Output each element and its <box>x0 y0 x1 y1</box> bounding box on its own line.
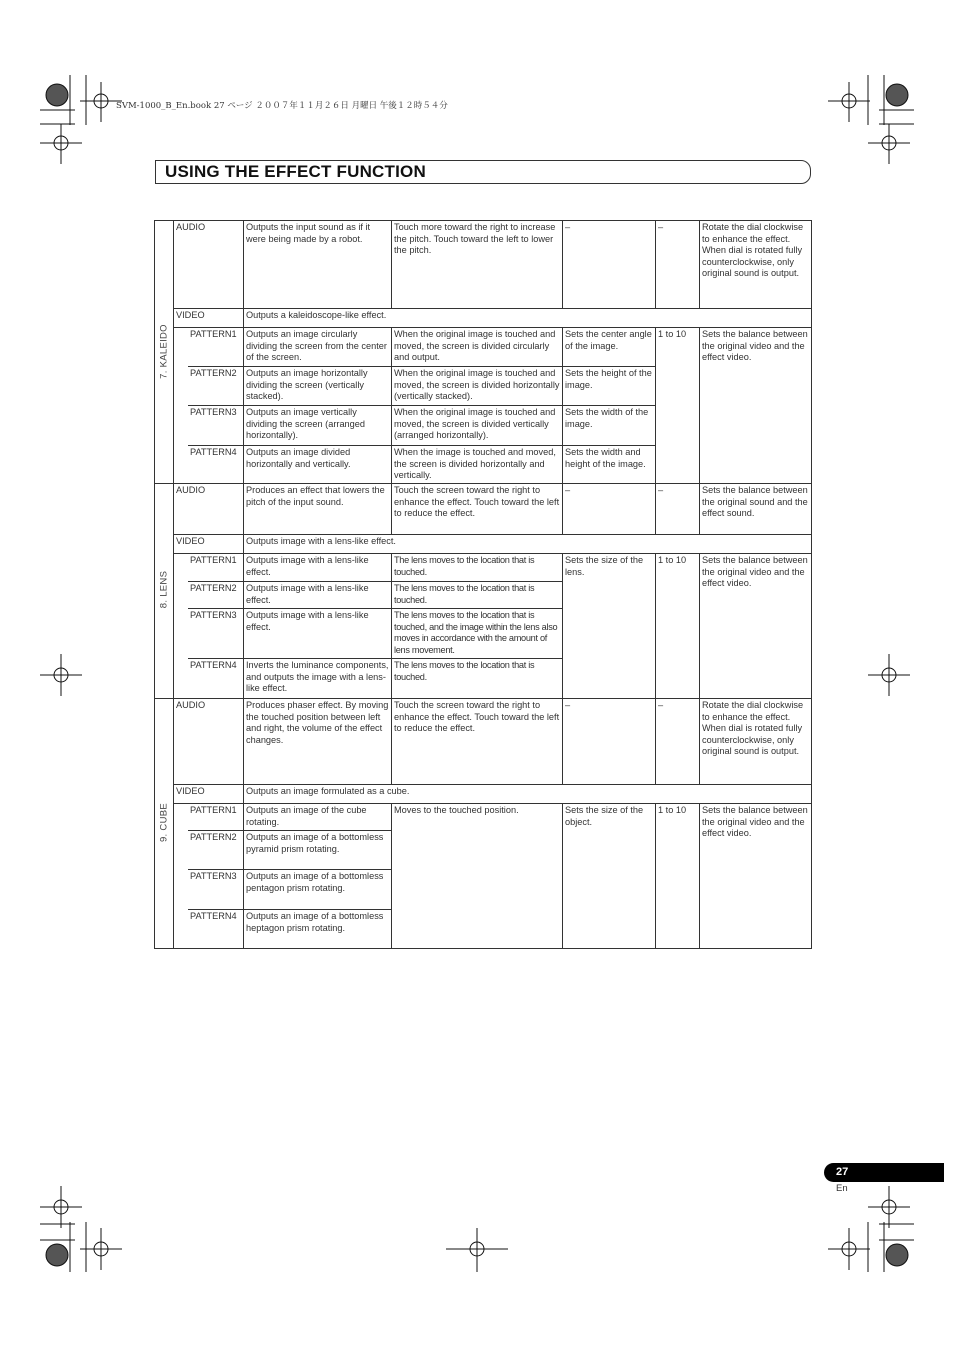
video-range: 1 to 10 <box>655 554 699 699</box>
pattern-operation: When the original image is touched and moved, the screen is divided vertically (arranged horizontally). <box>391 406 562 446</box>
pattern-name: PATTERN4 <box>188 446 243 484</box>
pattern-description: Outputs an image of a bottomless pyramid prism rotating. <box>243 831 391 870</box>
pattern-name: PATTERN2 <box>188 582 243 609</box>
video-operation: Moves to the touched position. <box>391 804 562 949</box>
pattern-name: PATTERN3 <box>188 406 243 446</box>
pattern-name: PATTERN4 <box>188 910 243 949</box>
audio-description: Outputs the input sound as if it were being made by a robot. <box>243 221 391 309</box>
pattern-name: PATTERN4 <box>188 659 243 699</box>
page-title: USING THE EFFECT FUNCTION <box>165 162 426 181</box>
section-label: 8. LENS <box>158 570 170 609</box>
video-name: VIDEO <box>173 309 243 328</box>
pattern-spacer <box>173 554 188 699</box>
video-description: Outputs image with a lens-like effect. <box>243 535 811 554</box>
video-name: VIDEO <box>173 785 243 804</box>
video-dial: Sets the size of the object. <box>562 804 655 949</box>
audio-dial: – <box>562 699 655 785</box>
video-control: Sets the balance between the original video and the effect video. <box>699 328 811 484</box>
audio-range: – <box>655 484 699 535</box>
audio-control: Rotate the dial clockwise to enhance the effect. When dial is rotated fully counterclockwise, only original sound is output. <box>699 699 811 785</box>
pattern-description: Outputs an image horizontally dividing the screen (vertically stacked). <box>243 367 391 406</box>
print-header: SVM-1000_B_En.book 27 ページ ２００７年１１月２６日 月曜日 午後１２時５４分 <box>116 101 448 111</box>
pattern-description: Outputs image with a lens-like effect. <box>243 609 391 659</box>
video-range: 1 to 10 <box>655 328 699 484</box>
pattern-description: Outputs image with a lens-like effect. <box>243 582 391 609</box>
pattern-description: Outputs an image of a bottomless pentagon prism rotating. <box>243 870 391 910</box>
pattern-description: Outputs an image divided horizontally and vertically. <box>243 446 391 484</box>
audio-description: Produces an effect that lowers the pitch of the input sound. <box>243 484 391 535</box>
audio-operation: Touch the screen toward the right to enhance the effect. Touch toward the left to reduce the effect. <box>391 699 562 785</box>
page-language: En <box>836 1183 848 1194</box>
pattern-spacer <box>173 804 188 949</box>
page-number: 27 <box>836 1166 849 1178</box>
audio-dial: – <box>562 221 655 309</box>
section-label: 7. KALEIDO <box>158 324 170 379</box>
pattern-operation: When the original image is touched and moved, the screen is divided horizontally (vertically stacked). <box>391 367 562 406</box>
audio-control: Sets the balance between the original sound and the effect sound. <box>699 484 811 535</box>
video-range: 1 to 10 <box>655 804 699 949</box>
video-control: Sets the balance between the original video and the effect video. <box>699 804 811 949</box>
video-description: Outputs an image formulated as a cube. <box>243 785 811 804</box>
pattern-operation: The lens moves to the location that is touched, and the image within the lens also moves in accordance with the amount of lens movement. <box>391 609 562 659</box>
pattern-dial: Sets the width of the image. <box>562 406 655 446</box>
audio-operation: Touch more toward the right to increase the pitch. Touch toward the left to lower the pitch. <box>391 221 562 309</box>
audio-range: – <box>655 699 699 785</box>
pattern-dial: Sets the center angle of the image. <box>562 328 655 367</box>
audio-control: Rotate the dial clockwise to enhance the effect. When dial is rotated fully counterclockwise, only original sound is output. <box>699 221 811 309</box>
pattern-name: PATTERN2 <box>188 367 243 406</box>
video-control: Sets the balance between the original video and the effect video. <box>699 554 811 699</box>
pattern-name: PATTERN2 <box>188 831 243 870</box>
pattern-description: Inverts the luminance components, and outputs the image with a lens-like effect. <box>243 659 391 699</box>
audio-dial: – <box>562 484 655 535</box>
pattern-name: PATTERN3 <box>188 609 243 659</box>
video-name: VIDEO <box>173 535 243 554</box>
pattern-operation: When the original image is touched and moved, the screen is divided circularly and output. <box>391 328 562 367</box>
pattern-name: PATTERN1 <box>188 328 243 367</box>
section-label: 9. CUBE <box>158 802 170 843</box>
audio-name: AUDIO <box>173 221 243 309</box>
pattern-operation: The lens moves to the location that is touched. <box>391 554 562 582</box>
pattern-name: PATTERN1 <box>188 554 243 582</box>
pattern-operation: The lens moves to the location that is touched. <box>391 582 562 609</box>
pattern-dial: Sets the height of the image. <box>562 367 655 406</box>
pattern-spacer <box>173 328 188 484</box>
pattern-description: Outputs image with a lens-like effect. <box>243 554 391 582</box>
video-description: Outputs a kaleidoscope-like effect. <box>243 309 811 328</box>
effects-table <box>154 220 812 949</box>
pattern-description: Outputs an image vertically dividing the screen (arranged horizontally). <box>243 406 391 446</box>
pattern-operation: When the image is touched and moved, the screen is divided horizontally and vertically. <box>391 446 562 484</box>
audio-name: AUDIO <box>173 484 243 535</box>
pattern-description: Outputs an image of the cube rotating. <box>243 804 391 831</box>
pattern-description: Outputs an image circularly dividing the screen from the center of the screen. <box>243 328 391 367</box>
audio-name: AUDIO <box>173 699 243 785</box>
video-dial: Sets the size of the lens. <box>562 554 655 699</box>
audio-range: – <box>655 221 699 309</box>
pattern-name: PATTERN1 <box>188 804 243 831</box>
pattern-operation: The lens moves to the location that is touched. <box>391 659 562 699</box>
audio-operation: Touch the screen toward the right to enhance the effect. Touch toward the left to reduce the effect. <box>391 484 562 535</box>
audio-description: Produces phaser effect. By moving the touched position between left and right, the volume of the effect changes. <box>243 699 391 785</box>
pattern-name: PATTERN3 <box>188 870 243 910</box>
pattern-dial: Sets the width and height of the image. <box>562 446 655 484</box>
pattern-description: Outputs an image of a bottomless heptagon prism rotating. <box>243 910 391 949</box>
